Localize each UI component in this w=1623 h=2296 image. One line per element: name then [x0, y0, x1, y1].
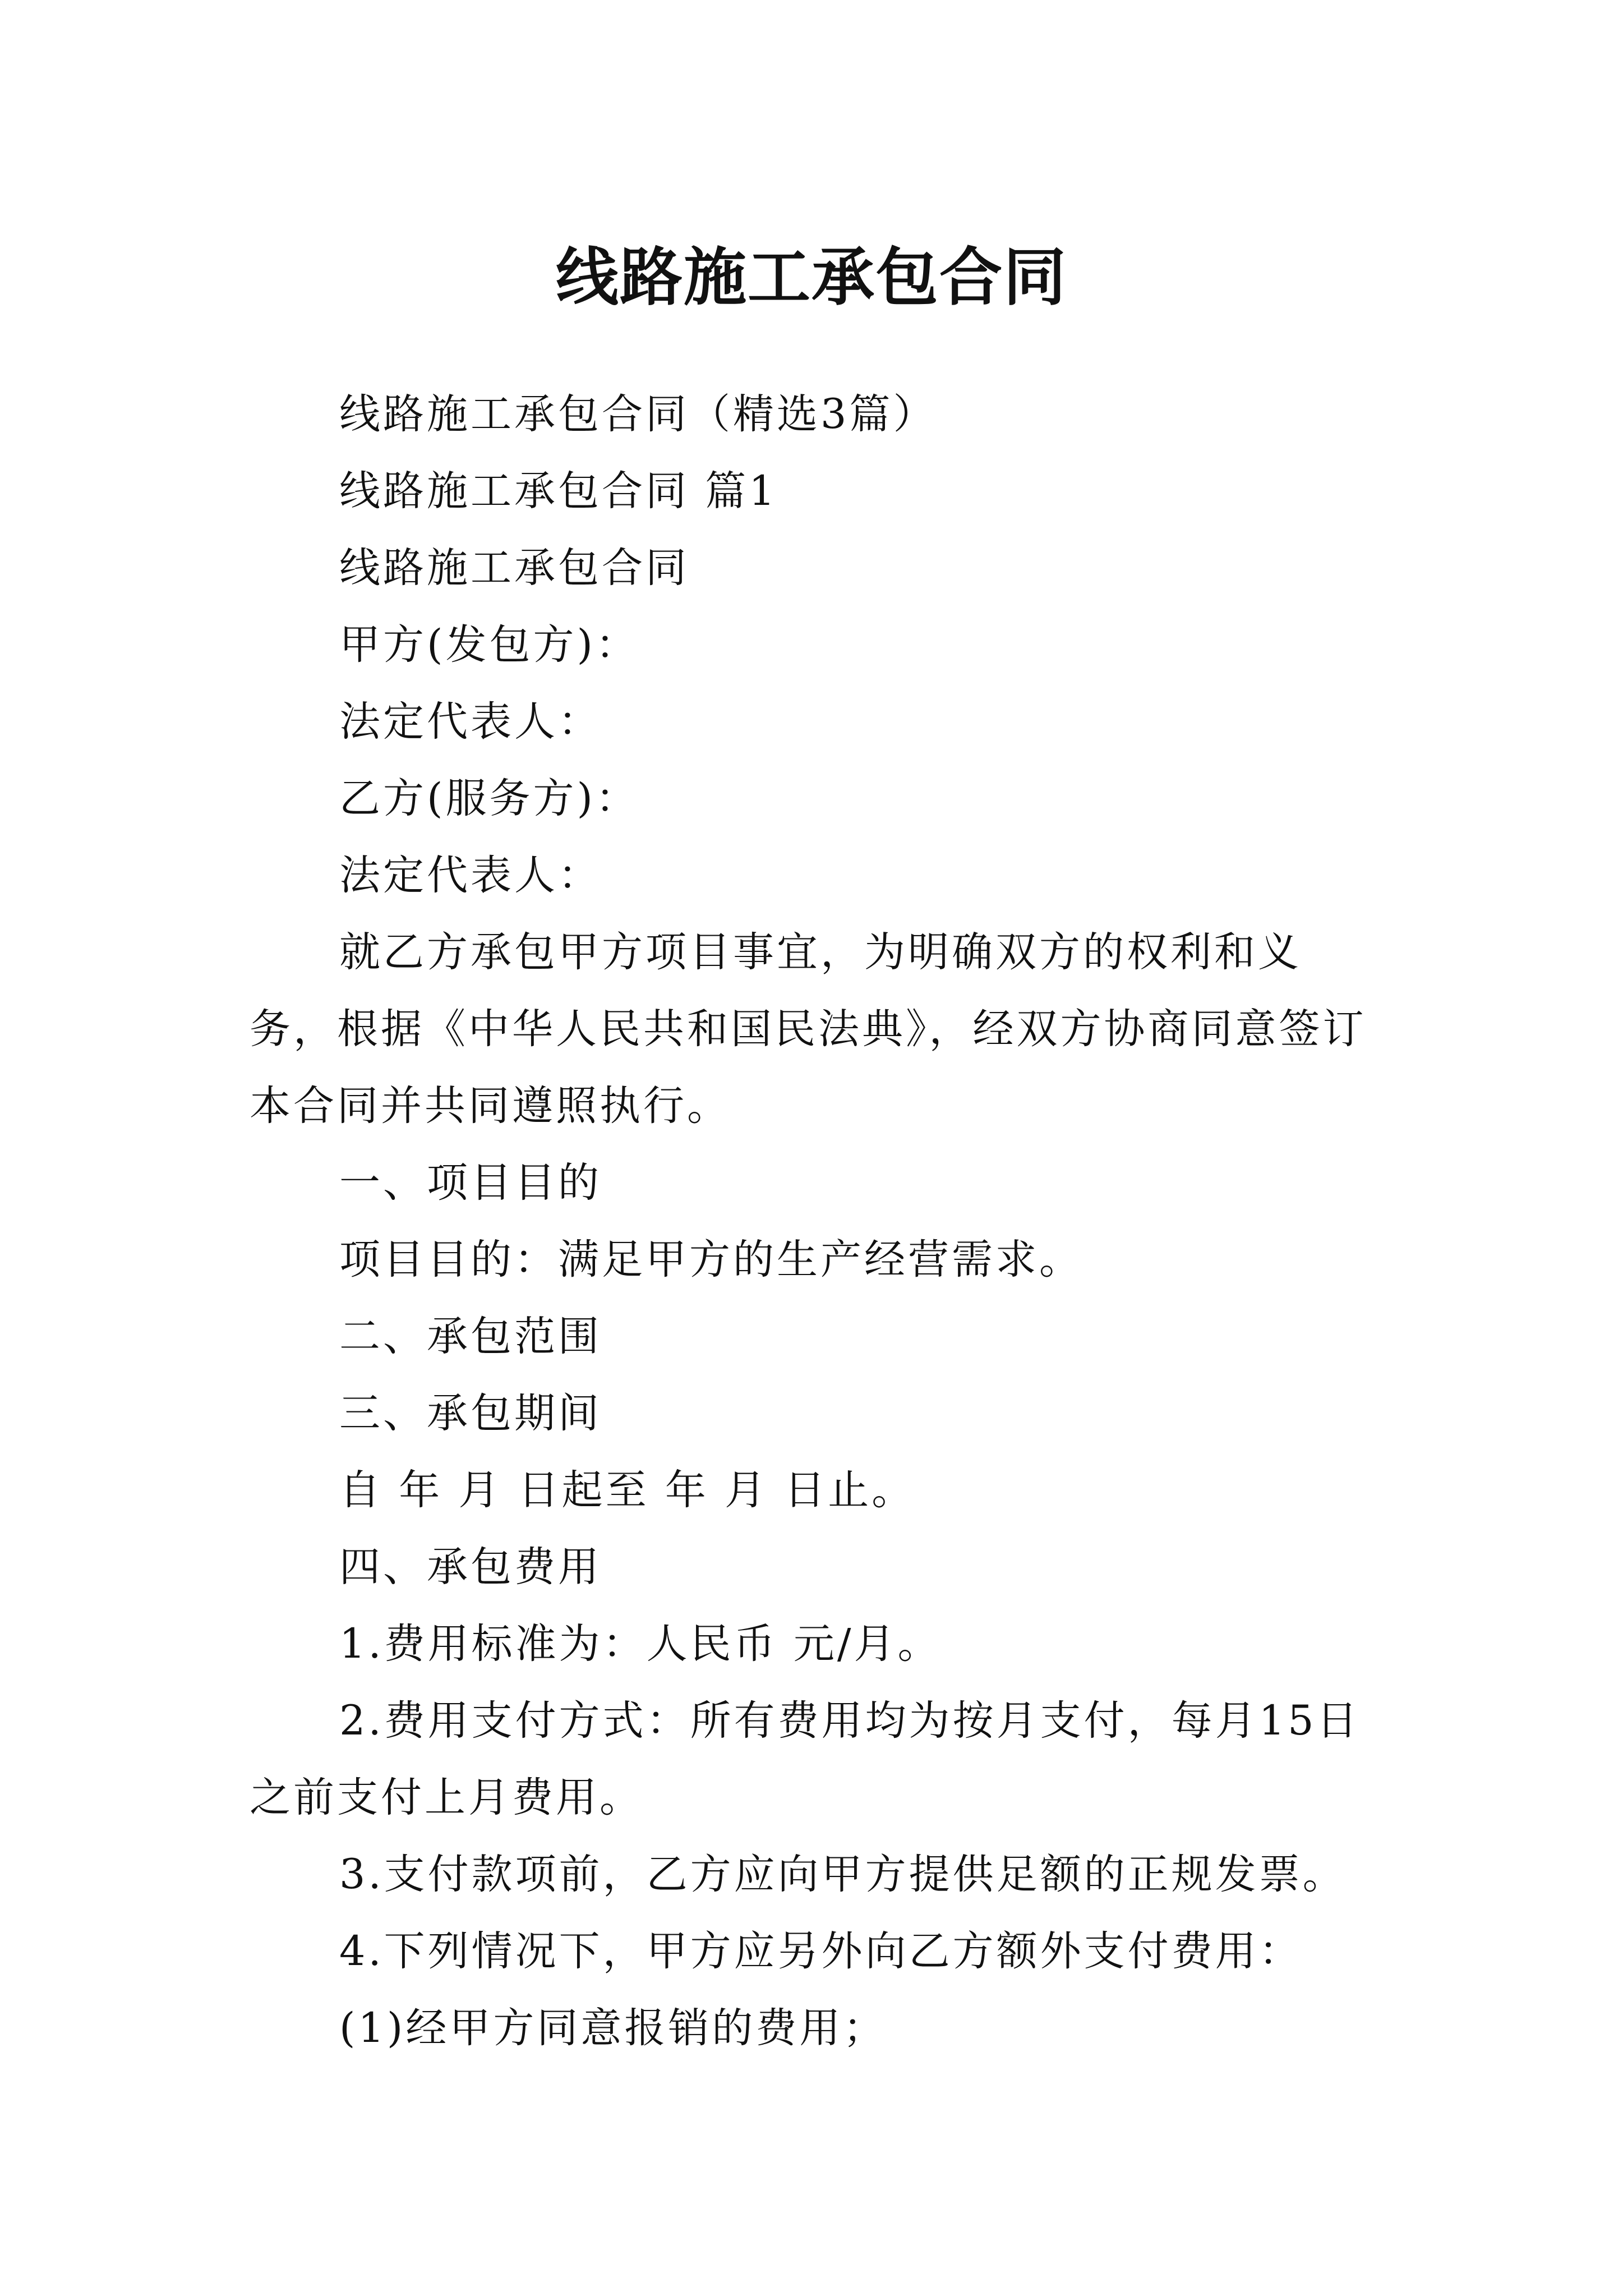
section-heading-purpose: 一、项目目的	[339, 1159, 602, 1207]
fee-subitem-1: (1)经甲方同意报销的费用；	[339, 2004, 887, 2052]
paragraph-chapter-heading: 线路施工承包合同 篇1	[339, 467, 778, 515]
document-title: 线路施工承包合同	[556, 241, 1067, 315]
fee-item-3: 3.支付款项前，乙方应向甲方提供足额的正规发票。	[339, 1851, 1347, 1898]
party-b-line: 乙方(服务方)：	[339, 775, 639, 822]
document-body	[250, 376, 1388, 2067]
party-a-representative-line: 法定代表人：	[339, 698, 602, 746]
section-heading-period: 三、承包期间	[339, 1389, 602, 1437]
fee-item-1: 1.费用标准为：人民币 元/月。	[339, 1620, 942, 1668]
purpose-paragraph: 项目目的：满足甲方的生产经营需求。	[339, 1236, 1083, 1283]
preamble-paragraph: 就乙方承包甲方项目事宜，为明确双方的权利和义务，根据《中华人民共和国民法典》，经双方协商同意签订本合同并共同遵照执行。	[250, 928, 1367, 1130]
section-heading-fees: 四、承包费用	[339, 1543, 602, 1591]
paragraph-subtitle: 线路施工承包合同（精选3篇）	[339, 390, 937, 438]
party-b-representative-line: 法定代表人：	[339, 852, 602, 899]
paragraph-contract-name: 线路施工承包合同	[339, 544, 689, 592]
party-a-line: 甲方(发包方)：	[339, 621, 639, 669]
fee-item-4: 4.下列情况下，甲方应另外向乙方额外支付费用：	[339, 1927, 1303, 1975]
section-heading-scope: 二、承包范围	[339, 1313, 602, 1360]
period-paragraph: 自 年 月 日起至 年 月 日止。	[339, 1466, 916, 1514]
fee-item-2: 2.费用支付方式：所有费用均为按月支付，每月15日之前支付上月费用。	[250, 1697, 1361, 1821]
